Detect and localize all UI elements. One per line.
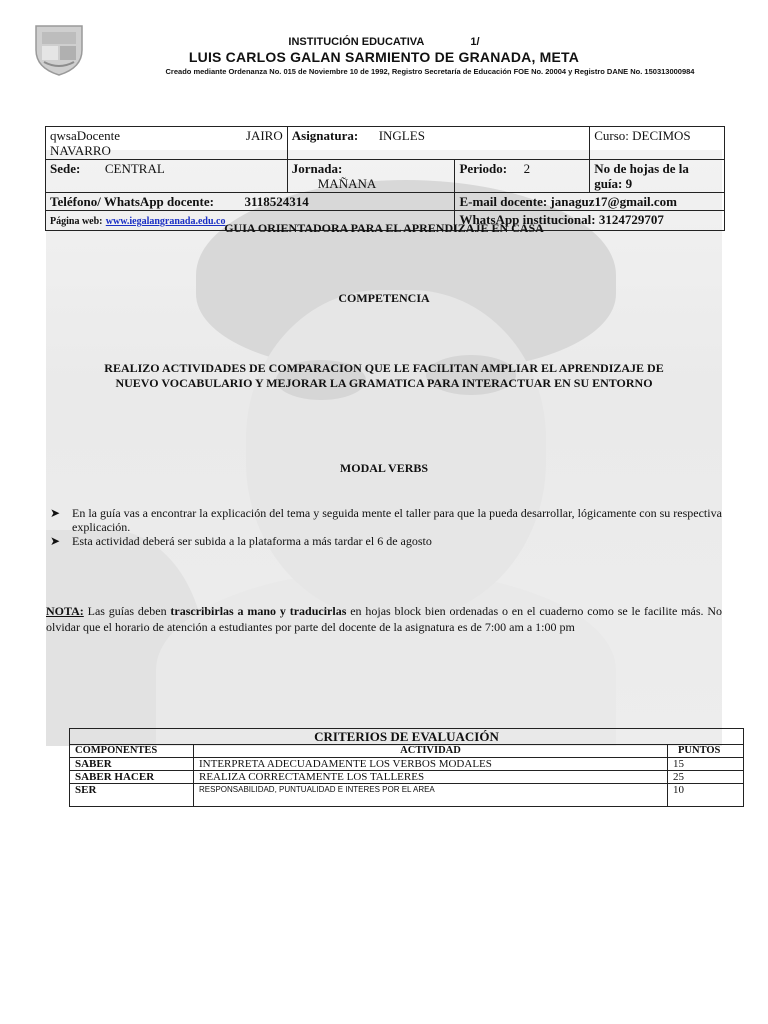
hojas-label: No de hojas de la guía: [594, 161, 689, 191]
periodo-label: Periodo: [459, 161, 508, 176]
docente-name: JAIRO [245, 128, 283, 143]
telefono-value: 3118524314 [244, 194, 309, 209]
nota-emphasis: trascribirlas a mano y traducirlas [170, 604, 347, 618]
table-row: SER RESPONSABILIDAD, PUNTUALIDAD E INTERES POR EL AREA 10 [70, 784, 744, 807]
curso-cell [590, 127, 725, 160]
table-row: SABER INTERPRETA ADECUADAMENTE LOS VERBOS MODALES 15 [70, 758, 744, 771]
guide-title: GUIA ORIENTADORA PARA EL APRENDIZAJE EN CASA [224, 221, 544, 235]
topic-heading: MODAL VERBS [339, 461, 429, 475]
web-label: Página web [50, 216, 100, 227]
list-item: ➤ Esta actividad deberá ser subida a la plataforma a más tardar el 6 de agosto [50, 534, 432, 548]
web-cell: Página web: www.iegalangranada.edu.co [46, 211, 455, 231]
email-cell [455, 193, 725, 211]
hojas-cell [590, 160, 725, 193]
creation-note: Creado mediante Ordenanza No. 015 de Noviembre 10 de 1992, Registro Secretaría de Educación FOE No. 20004 y Registro DANE No. 150313000984 [165, 67, 695, 76]
asignatura-label: Asignatura: [291, 128, 359, 143]
criterios-title: CRITERIOS DE EVALUACIÓN [70, 729, 744, 745]
curso-value: DECIMOS [632, 128, 691, 143]
curso-label: Curso: [594, 128, 629, 143]
email-value: janaguz17@gmail.com [550, 194, 677, 209]
institution-label: INSTITUCIÓN EDUCATIVA [288, 36, 425, 48]
sede-cell [46, 160, 288, 193]
col-actividad: ACTIVIDAD [194, 745, 668, 758]
docente-label: qwsaDocente [50, 128, 121, 143]
whatsapp-label: WhatsApp institucional: [459, 212, 596, 227]
telefono-label: Teléfono/ WhatsApp docente: [50, 194, 214, 209]
page-number: 1/ [470, 36, 480, 48]
instructions-list [50, 506, 722, 548]
nota-paragraph: NOTA: Las guías deben trascribirlas a mano y traducirlas en hojas block bien ordenadas o en el cuaderno como se le facilite más. No olvidar que el horario de atención a estudiantes por parte del docente de la asignatura es de 7:00 am a 1:00 pm [46, 604, 722, 634]
portrait-watermark [46, 150, 722, 746]
hojas-value: 9 [625, 176, 633, 191]
sede-value: CENTRAL [104, 161, 165, 176]
jornada-label: Jornada: [291, 161, 343, 176]
list-item: ➤ En la guía vas a encontrar la explicación del tema y seguida mente el taller para que la pueda desarrollar, lógicamente con su respectiva explicación. [50, 506, 722, 534]
nota-label: NOTA: [46, 604, 84, 618]
jornada-value: MAÑANA [317, 176, 377, 191]
jornada-cell [287, 160, 455, 193]
asignatura-cell [287, 127, 589, 160]
sede-label: Sede: [50, 161, 81, 176]
asignatura-value: INGLES [378, 128, 425, 143]
competencia-heading: COMPETENCIA [338, 291, 430, 305]
school-name: LUIS CARLOS GALAN SARMIENTO DE GRANADA, META [188, 49, 580, 65]
periodo-cell [455, 160, 590, 193]
competencia-text: REALIZO ACTIVIDADES DE COMPARACION QUE LE FACILITAN AMPLIAR EL APRENDIZAJE DE NUEVO VOCABULARIO Y MEJORAR LA GRAMATICA PARA INTERACTUAR EN SU ENTORNO [104, 361, 664, 390]
criterios-table [69, 728, 744, 807]
info-table [45, 126, 725, 231]
web-link[interactable]: www.iegalangranada.edu.co [105, 216, 226, 227]
periodo-value: 2 [523, 161, 531, 176]
docente-surname: NAVARRO [50, 143, 111, 158]
docente-cell [46, 127, 288, 160]
col-puntos: PUNTOS [668, 745, 744, 758]
col-componentes: COMPONENTES [70, 745, 194, 758]
whatsapp-value: 3124729707 [598, 212, 664, 227]
arrow-bullet-icon: ➤ [50, 506, 61, 520]
header-line-1 [0, 36, 768, 48]
arrow-bullet-icon: ➤ [50, 534, 61, 548]
email-label: E-mail docente: [459, 194, 548, 209]
table-row: SABER HACER REALIZA CORRECTAMENTE LOS TALLERES 25 [70, 771, 744, 784]
telefono-cell [46, 193, 455, 211]
